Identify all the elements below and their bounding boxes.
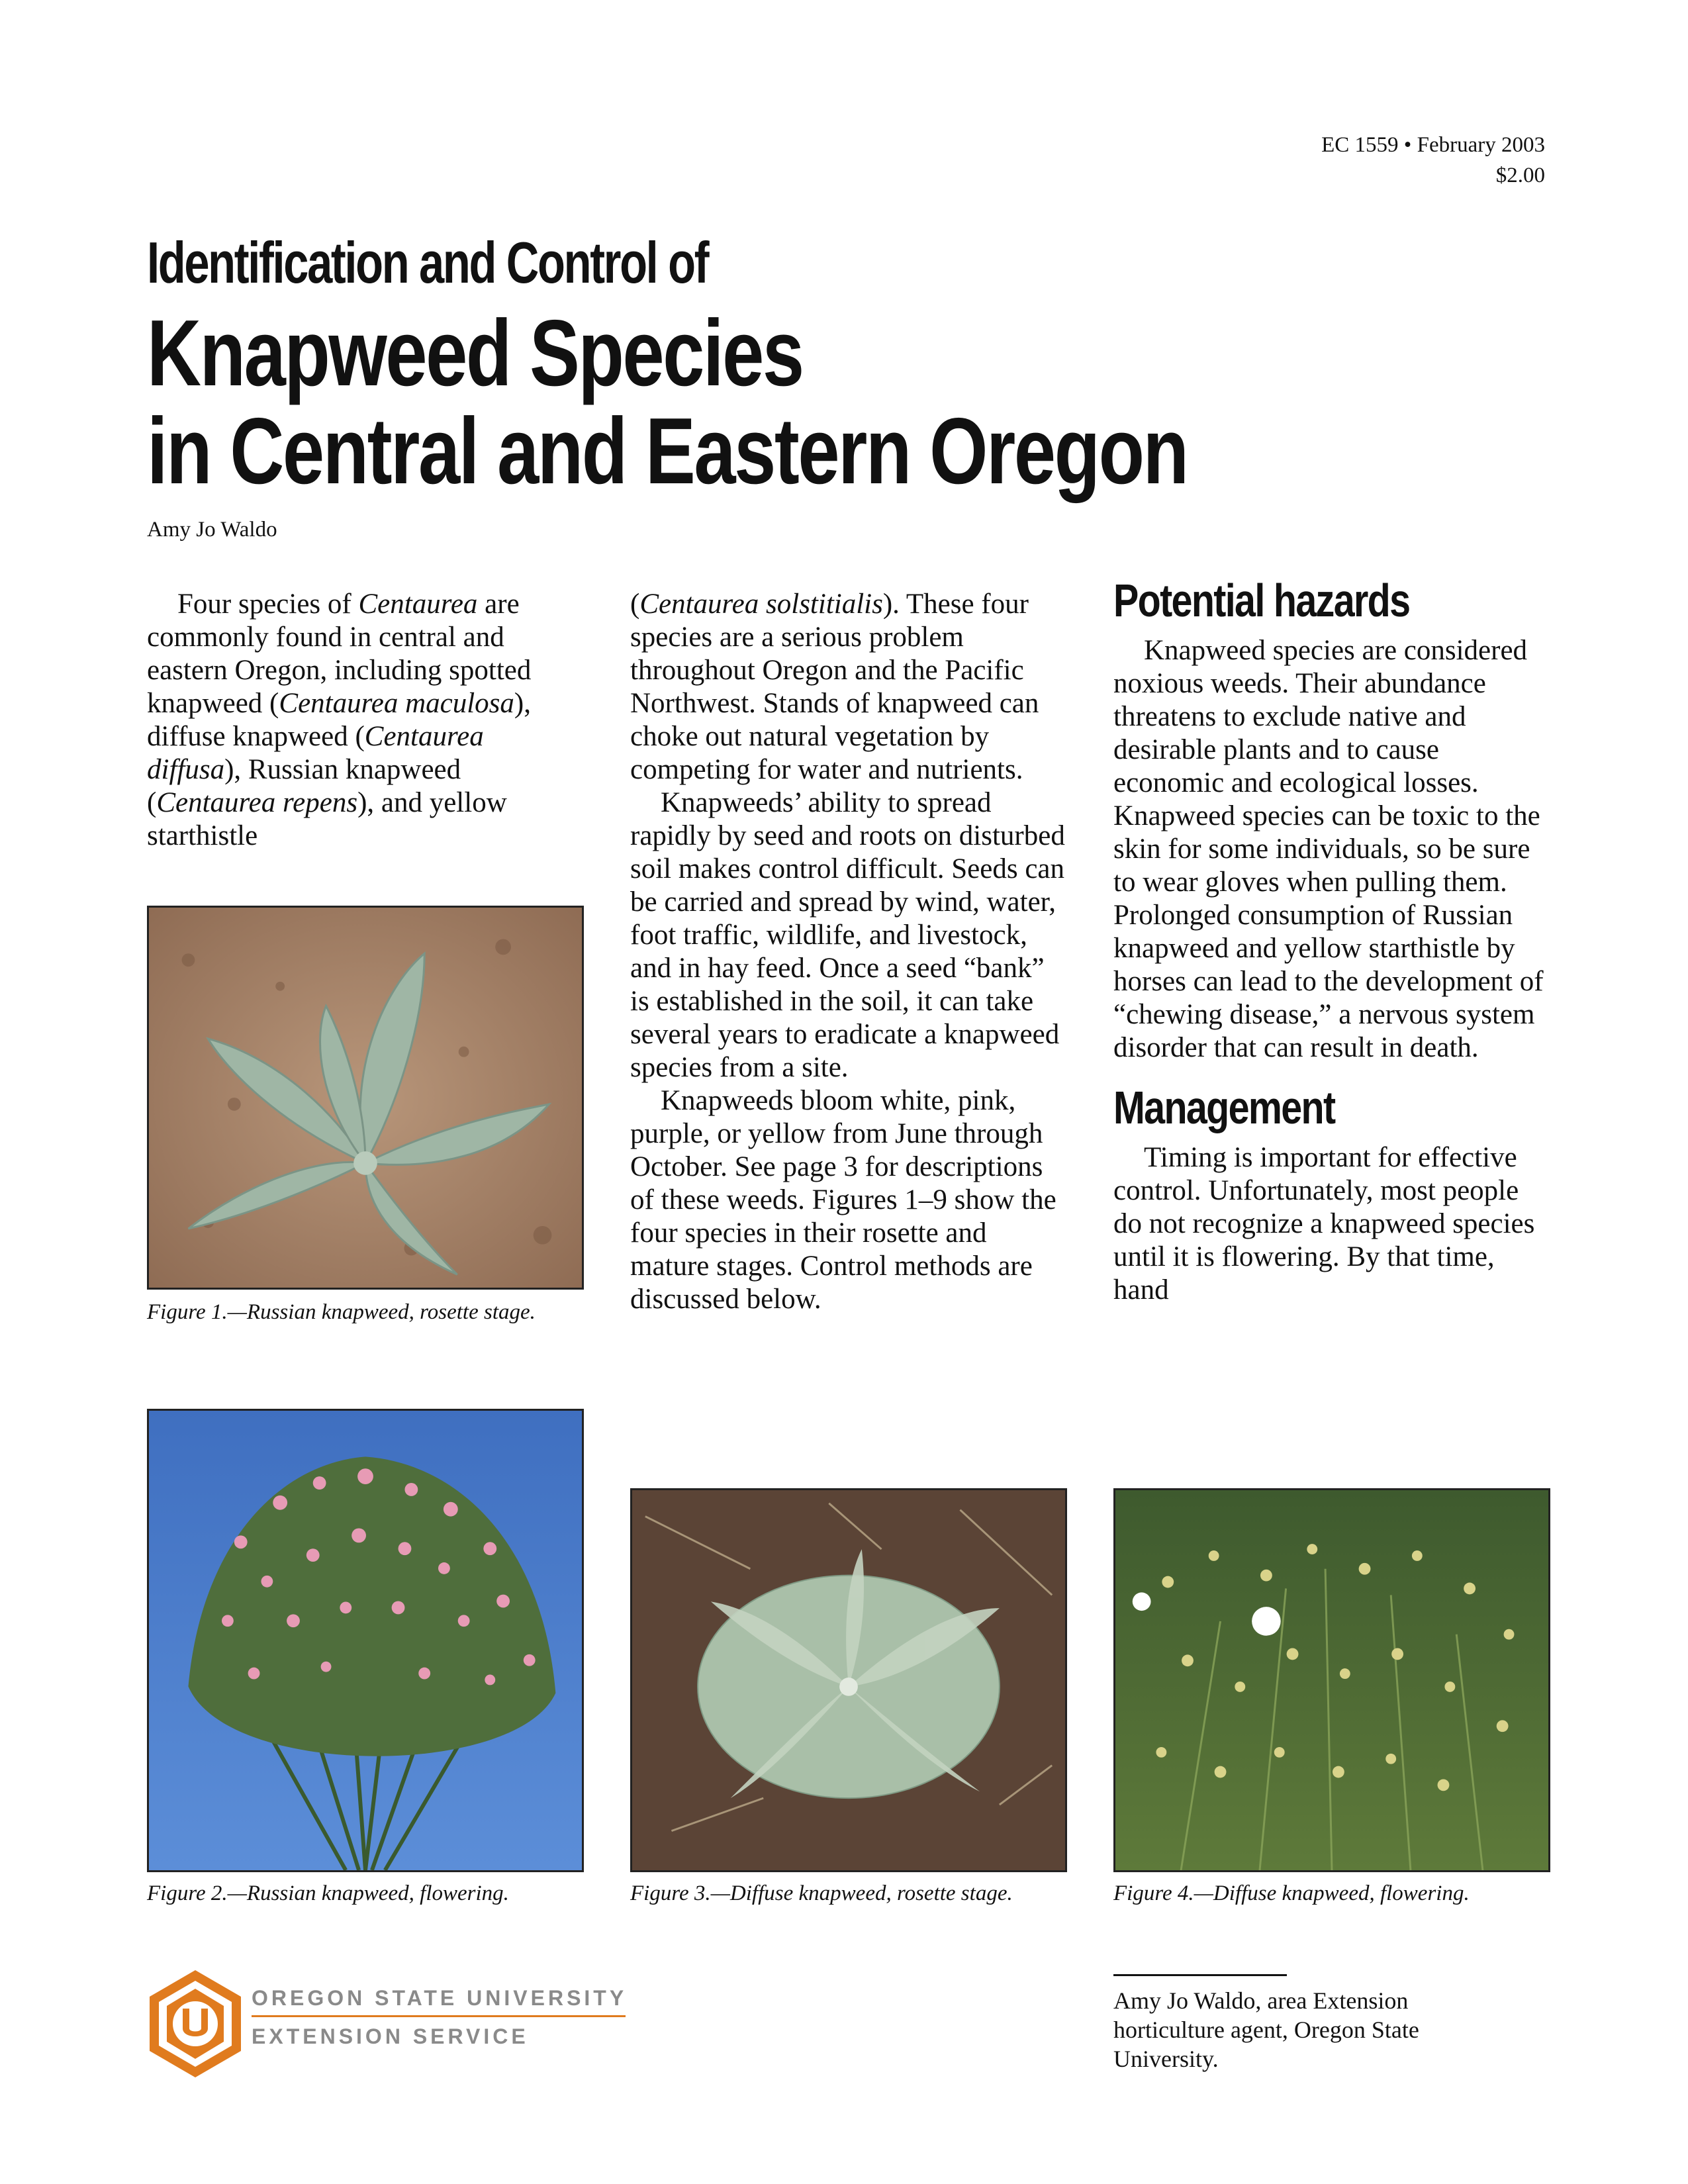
hazards-heading: Potential hazards	[1113, 575, 1410, 626]
publication-info	[1321, 130, 1545, 191]
hazards-paragraph: Knapweed species are considered noxious weeds. Their abundance threatens to exclude native and desirable plants and to cause economic and ecological losses. Knapweed species can be toxic to the skin for some individuals, so be sure to wear gloves when pulling them. Prolonged consumption of Russian knapweed and yellow starthistle by horses can lead to the development of “chewing disease,” a nervous system disorder that can result in death.	[1113, 635, 1544, 1063]
figure-3-caption: Figure 3.—Diffuse knapweed, rosette stage.	[630, 1881, 1013, 1905]
intro-paragraph-1-continued: (Centaurea solstitialis). These four species are a serious problem throughout Oregon and the Pacific Northwest. Stands of knapweed can choke out natural vegetation by competing for water and nutrients.	[630, 589, 1039, 785]
title-line-1: Identification and Control of	[147, 230, 708, 295]
figure-2-caption: Figure 2.—Russian knapweed, flowering.	[147, 1881, 509, 1905]
university-name: OREGON STATE UNIVERSITY	[252, 1986, 628, 2010]
figure-1-caption: Figure 1.—Russian knapweed, rosette stage.	[147, 1300, 536, 1324]
branding-divider	[252, 2015, 626, 2017]
intro-column-1	[147, 588, 584, 853]
title-line-2: Knapweed Species	[147, 301, 803, 406]
title-line-3: in Central and Eastern Oregon	[147, 399, 1188, 504]
sections-column	[1113, 575, 1550, 1307]
management-heading: Management	[1113, 1082, 1335, 1133]
author-byline: Amy Jo Waldo	[147, 518, 277, 542]
intro-paragraph-2: Knapweeds’ ability to spread rapidly by seed and roots on disturbed soil makes control difficult. Seeds can be carried and spread by wind, water, foot traffic, wildlife, and livestock, and in hay feed. Once a seed “bank” is established in the soil, it can take several years to eradicate a knapweed species from a site.	[630, 787, 1065, 1083]
publication-price: $2.00	[1495, 164, 1545, 187]
footnote-divider	[1113, 1974, 1287, 1976]
figure-2-photo	[147, 1409, 584, 1872]
figure-4-photo	[1113, 1488, 1550, 1872]
osu-logo	[146, 1968, 245, 2080]
intro-column-2	[630, 588, 1067, 1316]
intro-paragraph-1: Four species of Centaurea are commonly found in central and eastern Oregon, including spotted knapweed (Centaurea maculosa), diffuse knapweed (Centaurea diffusa), Russian knapweed (Centaurea repens), and yellow starthistle	[147, 589, 532, 851]
figure-1-photo	[147, 906, 584, 1290]
department-name: EXTENSION SERVICE	[252, 2024, 529, 2048]
intro-paragraph-3: Knapweeds bloom white, pink, purple, or yellow from June through October. See page 3 for descriptions of these weeds. Figures 1–9 show the four species in their rosette and mature stages. Control methods are discussed below.	[630, 1085, 1056, 1315]
publication-number-date: EC 1559 • February 2003	[1321, 133, 1545, 157]
figure-4-caption: Figure 4.—Diffuse knapweed, flowering.	[1113, 1881, 1470, 1905]
figure-3-photo	[630, 1488, 1067, 1872]
author-footnote: Amy Jo Waldo, area Extension horticulture agent, Oregon State University.	[1113, 1987, 1419, 2072]
management-paragraph: Timing is important for effective control. Unfortunately, most people do not recognize a knapweed species until it is flowering. By that time, hand	[1113, 1142, 1535, 1306]
